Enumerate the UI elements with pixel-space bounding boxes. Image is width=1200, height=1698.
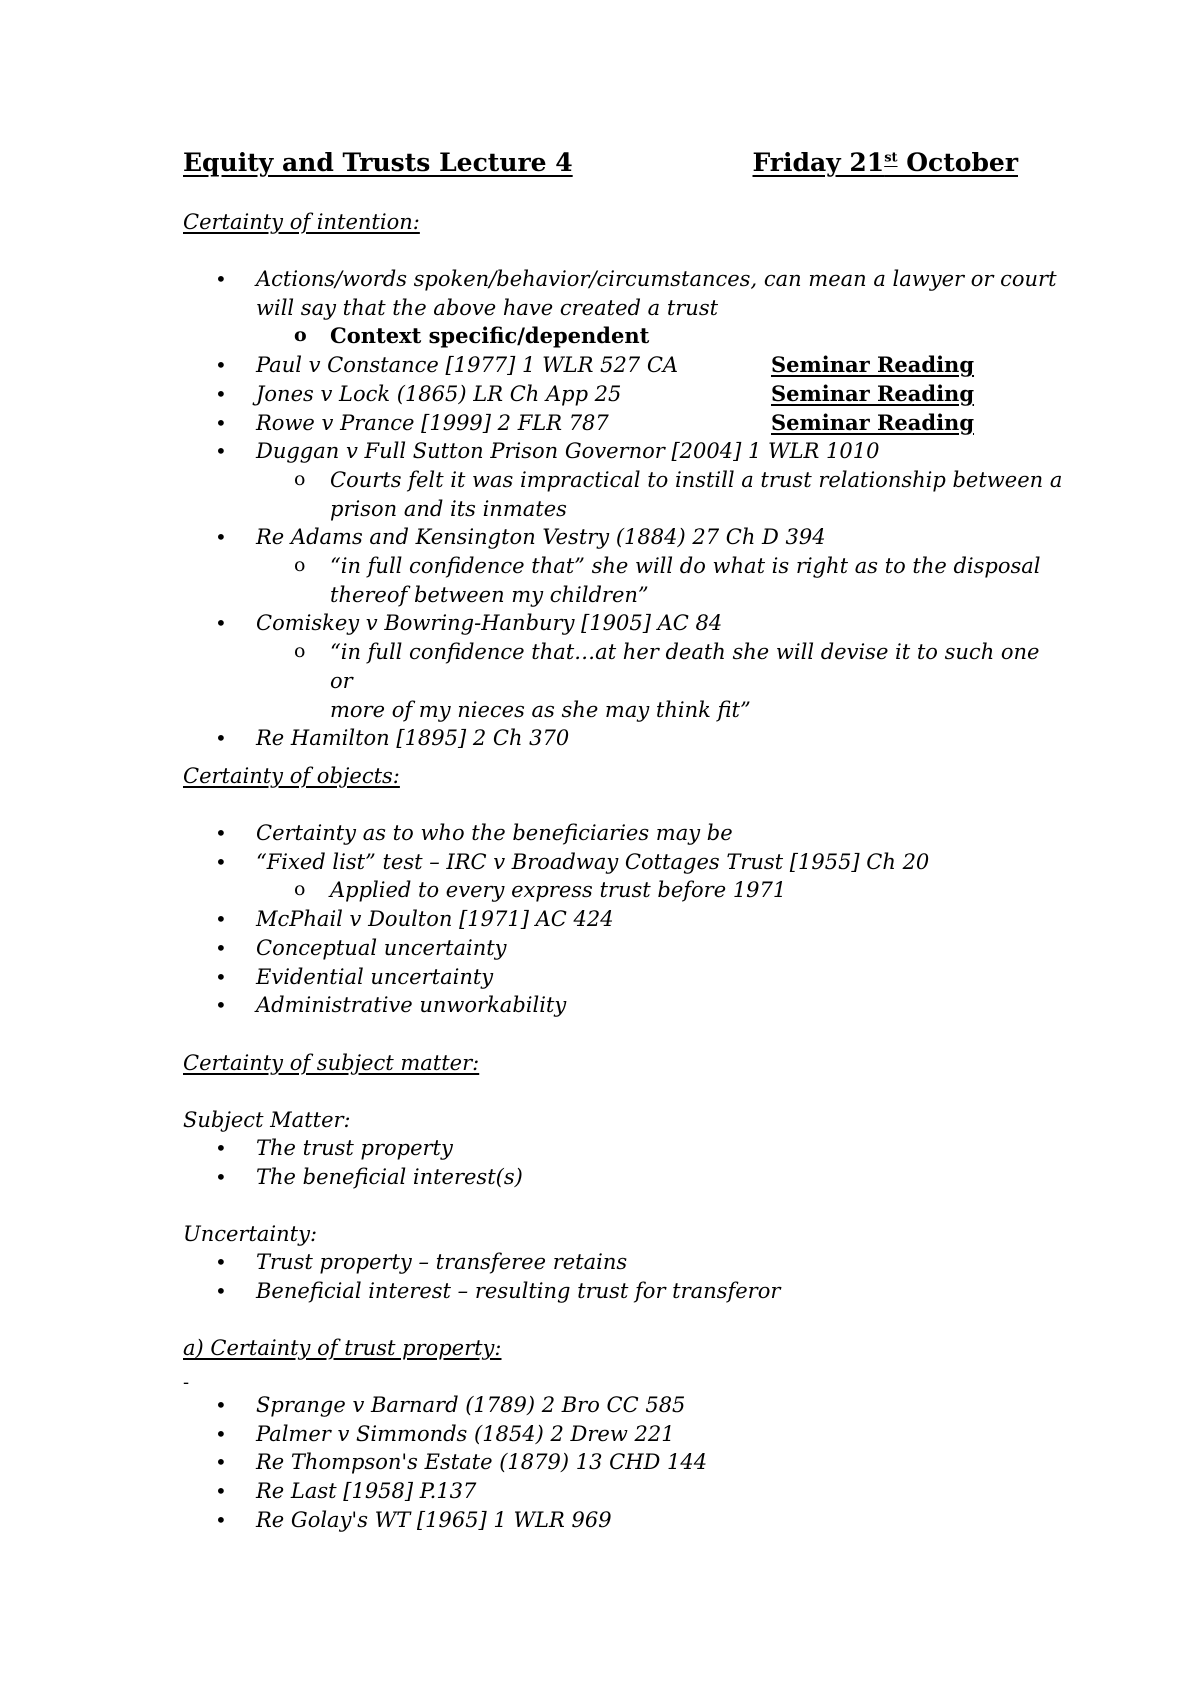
seminar-reading-label: Seminar Reading — [771, 352, 975, 378]
lecture-date: Friday 21st October — [752, 148, 1018, 177]
list-item: • Administrative unworkability — [183, 991, 1063, 1020]
list-item: • Certainty as to who the beneficiaries may be — [183, 819, 1063, 848]
heading-intention: Certainty of intention: — [183, 210, 420, 234]
subject-matter-list — [183, 1134, 1063, 1191]
list-item: • Re Adams and Kensington Vestry (1884) 27 Ch D 394 — [183, 523, 1063, 552]
list-item: • The beneficial interest(s) — [183, 1163, 1063, 1192]
stray-dash: - — [183, 1372, 190, 1393]
heading-trust-property: a) Certainty of trust property: — [183, 1336, 502, 1360]
objects-list — [183, 819, 1063, 1020]
list-item: • Paul v Constance [1977] 1 WLR 527 CA Seminar Reading — [183, 351, 1063, 380]
list-item: • Sprange v Barnard (1789) 2 Bro CC 585 — [183, 1391, 1063, 1420]
list-item: • Re Golay's WT [1965] 1 WLR 969 — [183, 1506, 1063, 1535]
list-item: • Evidential uncertainty — [183, 963, 1063, 992]
list-item: • Duggan v Full Sutton Prison Governor [2004] 1 WLR 1010 — [183, 437, 1063, 466]
list-item: • “Fixed list” test – IRC v Broadway Cottages Trust [1955] Ch 20 — [183, 848, 1063, 877]
uncertainty-list — [183, 1248, 1063, 1305]
list-subitem: o “in full confidence that” she will do what is right as to the disposal thereof between my children” — [183, 552, 1063, 609]
heading-subject-matter: Certainty of subject matter: — [183, 1051, 480, 1075]
page-title: Equity and Trusts Lecture 4 — [183, 148, 573, 177]
subject-matter-label: Subject Matter: — [183, 1108, 351, 1132]
list-subitem: o “in full confidence that…at her death she will devise it to such one or more of my nieces as she may think fit” — [183, 638, 1063, 724]
list-item: • Jones v Lock (1865) LR Ch App 25 Seminar Reading — [183, 380, 1063, 409]
list-item: • Re Thompson's Estate (1879) 13 CHD 144 — [183, 1448, 1063, 1477]
list-item: • Re Hamilton [1895] 2 Ch 370 — [183, 724, 1063, 753]
list-subitem: o Context specific/dependent — [183, 322, 1063, 351]
list-item: • Palmer v Simmonds (1854) 2 Drew 221 — [183, 1420, 1063, 1449]
list-item: • The trust property — [183, 1134, 1063, 1163]
list-item: • Trust property – transferee retains — [183, 1248, 1063, 1277]
heading-objects: Certainty of objects: — [183, 764, 400, 788]
list-item: • Actions/words spoken/behavior/circumstances, can mean a lawyer or court will say that the above have created a trust — [183, 265, 1063, 322]
list-item: • Beneficial interest – resulting trust for transferor — [183, 1277, 1063, 1306]
title-row — [183, 148, 1018, 177]
list-item: • Re Last [1958] P.137 — [183, 1477, 1063, 1506]
seminar-reading-label: Seminar Reading — [771, 380, 975, 406]
trust-property-list — [183, 1391, 1063, 1535]
list-subitem: o Applied to every express trust before 1971 — [183, 876, 1063, 905]
list-item: • Comiskey v Bowring-Hanbury [1905] AC 84 — [183, 609, 1063, 638]
intention-list — [183, 265, 1063, 753]
list-item: • McPhail v Doulton [1971] AC 424 — [183, 905, 1063, 934]
list-item: • Rowe v Prance [1999] 2 FLR 787 Seminar Reading — [183, 409, 1063, 438]
list-item: • Conceptual uncertainty — [183, 934, 1063, 963]
seminar-reading-label: Seminar Reading — [771, 409, 975, 435]
uncertainty-label: Uncertainty: — [183, 1222, 318, 1246]
list-subitem: o Courts felt it was impractical to instill a trust relationship between a prison and its inmates — [183, 466, 1063, 523]
